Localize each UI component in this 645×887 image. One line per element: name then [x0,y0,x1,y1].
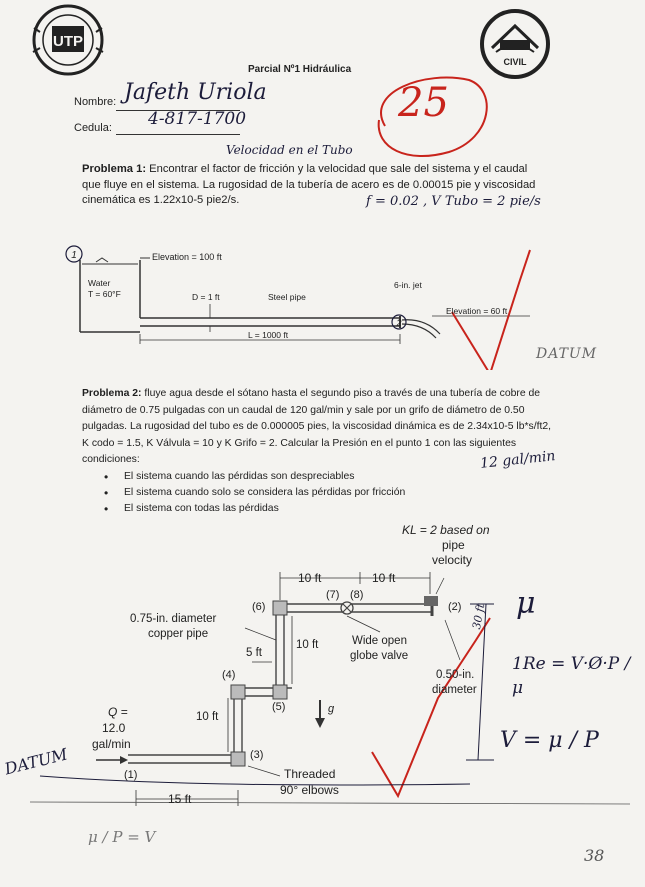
d2-p3: (3) [250,749,264,761]
right-seal-text: CIVIL [503,57,527,67]
d2-flow-val: 12.0 [102,721,126,735]
cedula-line [116,134,240,135]
d1-diameter: D = 1 ft [192,292,220,302]
d2-valve-label2: globe valve [350,650,409,662]
d2-hand-mu: μ [516,586,536,621]
d2-hand-side: 30 ft [470,602,488,631]
d2-pipe-label2: copper pipe [148,628,209,640]
d2-dim-10b: 10 ft [372,571,396,585]
p2-handwritten-flow: 12 gal/min [479,448,557,472]
d1-water: Water [88,278,111,288]
d2-p7: (7) [326,589,340,601]
d1-jet: 6-in. jet [394,280,422,290]
d2-kl-line2: pipe [442,538,465,552]
d2-elbows1: Threaded [284,767,336,781]
d2-dim-5: 5 ft [246,647,262,659]
p1-handwritten-insert: Velocidad en el Tubo [226,143,353,157]
p1-handwritten-answer: f = 0.02 , V Tubo = 2 pie/s [366,194,541,209]
d2-dim-10d: 10 ft [196,711,219,723]
d1-point2: 2 [396,318,402,328]
problem2-conditions [102,469,442,517]
d2-hand-bottom: μ / P = V [88,828,156,846]
cedula-label: Cedula: [74,122,112,134]
d2-kl: KL = 2 based on [402,523,490,537]
exam-title: Parcial Nº1 Hidráulica [248,64,352,75]
condition-item: • El sistema cuando solo se considera las pérdidas por fricción [102,485,442,501]
d2-p6: (6) [252,601,266,613]
d2-p5: (5) [272,701,286,713]
d2-elbows2: 90° elbows [280,783,339,797]
diagram1 [60,240,580,370]
d1-temp: T = 60°F [88,289,121,299]
d2-flow-q: Q = [108,705,128,719]
d1-datum: DATUM [536,346,598,362]
nombre-value: Jafeth Uriola [124,80,267,105]
d2-pipe-label1: 0.75-in. diameter [130,613,217,625]
d2-outlet-label1: 0.50-in. [436,669,475,681]
d2-hand-v: V = μ / P [500,728,599,753]
page-number: 38 [584,846,605,865]
problem1-body: Encontrar el factor de fricción y la velocidad que sale del sistema y el caudal que fluye en el sistema. La rugosidad de la tubería de acero es de 0.00015 pie y viscosidad cinemática es 1.22x10-5 pie2/s. [82,163,536,206]
d2-dim-15: 15 ft [168,792,192,806]
d2-kl-line3: velocity [432,553,473,567]
problem2-label: Problema 2: [82,388,142,399]
d2-outlet-label2: diameter [432,684,477,696]
grade-value: 25 [398,80,449,126]
d2-flow-unit: gal/min [92,737,131,751]
d1-elevation-bottom: Elevation = 60 ft [446,306,508,316]
d2-gravity: g [328,703,335,715]
left-seal-text: UTP [53,33,83,50]
d2-datum: DATUM [2,744,70,779]
d2-p2: (2) [448,601,462,613]
d1-pipe: Steel pipe [268,292,306,302]
d2-p8: (8) [350,589,364,601]
d2-dim-10c: 10 ft [296,639,319,651]
d2-hand-re: 1Re = V·Ø·P / μ [512,654,631,698]
d2-dim-10a: 10 ft [298,571,322,585]
condition-item: • El sistema cuando las pérdidas son despreciables [102,469,442,485]
d1-elevation-top: Elevation = 100 ft [152,252,222,262]
d2-p4: (4) [222,669,236,681]
d1-point1: 1 [71,250,77,261]
problem2-body: fluye agua desde el sótano hasta el segundo piso a través de una tubería de cobre de diámetro de 0.75 pulgadas con un caudal de 120 gal/min y sale por un grifo de diámetro de 0.50 pulgadas. La rugosidad del tubo es de 0.000005 pies, la viscosidad dinámica es de 2.34x10-5 lb*s/ft2, K codo = 1.5, K Válvula = 10 y K Grifo = 2. Calcular la Presión en el punto 1 con las siguientes condiciones: [82,388,552,465]
d1-length: L = 1000 ft [248,330,289,340]
cedula-value: 4-817-1700 [148,109,247,129]
condition-item: • El sistema con todas las pérdidas [102,501,442,517]
d2-valve-label1: Wide open [352,635,407,647]
left-seal [28,2,108,80]
problem1-label: Problema 1: [82,163,147,175]
nombre-label: Nombre: [74,96,117,108]
d2-p1: (1) [124,769,138,781]
